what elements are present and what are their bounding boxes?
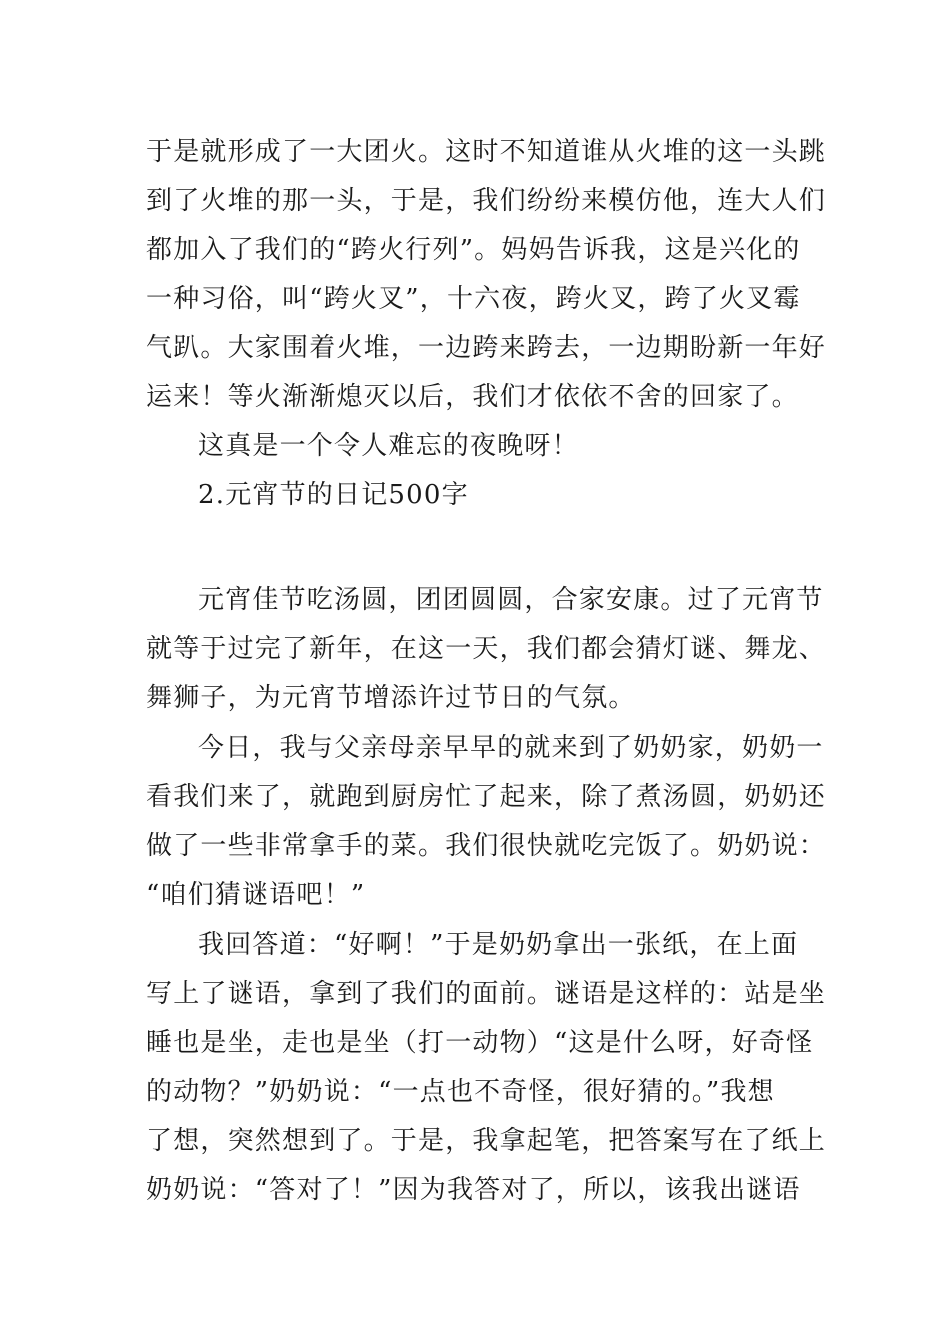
paragraph-3 [146,576,827,723]
paragraph-2 [146,422,810,471]
paragraph-4 [146,724,827,920]
text-line: 我回答道：“好啊！”于是奶奶拿出一张纸，在上面 [198,930,799,960]
text-line: 于是就形成了一大团火。这时不知道谁从火堆的这一头跳 [146,137,827,167]
text-line: 运来！等火渐渐熄灭以后，我们才依依不舍的回家了。 [146,382,799,412]
text-line: 今日，我与父亲母亲早早的就来到了奶奶家，奶奶一 [198,733,824,763]
section-heading [146,471,810,520]
paragraph-1 [146,128,827,422]
text-line: 这真是一个令人难忘的夜晚呀！ [198,431,579,461]
text-line: 做了一些非常拿手的菜。我们很快就吃完饭了。奶奶说： [146,831,827,861]
text-line: 睡也是坐，走也是坐（打一动物）“这是什么呀，好奇怪 [146,1028,814,1058]
text-line: “咱们猜谜语吧！” [146,880,366,910]
text-line: 舞狮子，为元宵节增添许过节日的气氛。 [146,683,636,713]
text-line: 到了火堆的那一头，于是，我们纷纷来模仿他，连大人们 [146,186,827,216]
text-line: 气趴。大家围着火堆，一边跨来跨去，一边期盼新一年好 [146,333,827,363]
text-line: 的动物？”奶奶说：“一点也不奇怪，很好猜的。”我想 [146,1077,775,1107]
text-line: 奶奶说：“答对了！”因为我答对了，所以，该我出谜语 [146,1175,801,1205]
text-line: 了想，突然想到了。于是，我拿起笔，把答案写在了纸上 [146,1126,827,1156]
text-line: 就等于过完了新年，在这一天，我们都会猜灯谜、舞龙、 [146,634,827,664]
text-line: 元宵佳节吃汤圆，团团圆圆，合家安康。过了元宵节 [198,585,824,615]
text-line: 看我们来了，就跑到厨房忙了起来，除了煮汤圆，奶奶还 [146,782,827,812]
text-line: 一种习俗，叫“跨火叉”，十六夜，跨火叉，跨了火叉霉 [146,284,801,314]
paragraph-5 [146,921,827,1215]
heading-text: 2.元宵节的日记500字 [198,480,469,510]
text-line: 都加入了我们的“跨火行列”。妈妈告诉我，这是兴化的 [146,235,801,265]
text-line: 写上了谜语，拿到了我们的面前。谜语是这样的：站是坐 [146,979,827,1009]
